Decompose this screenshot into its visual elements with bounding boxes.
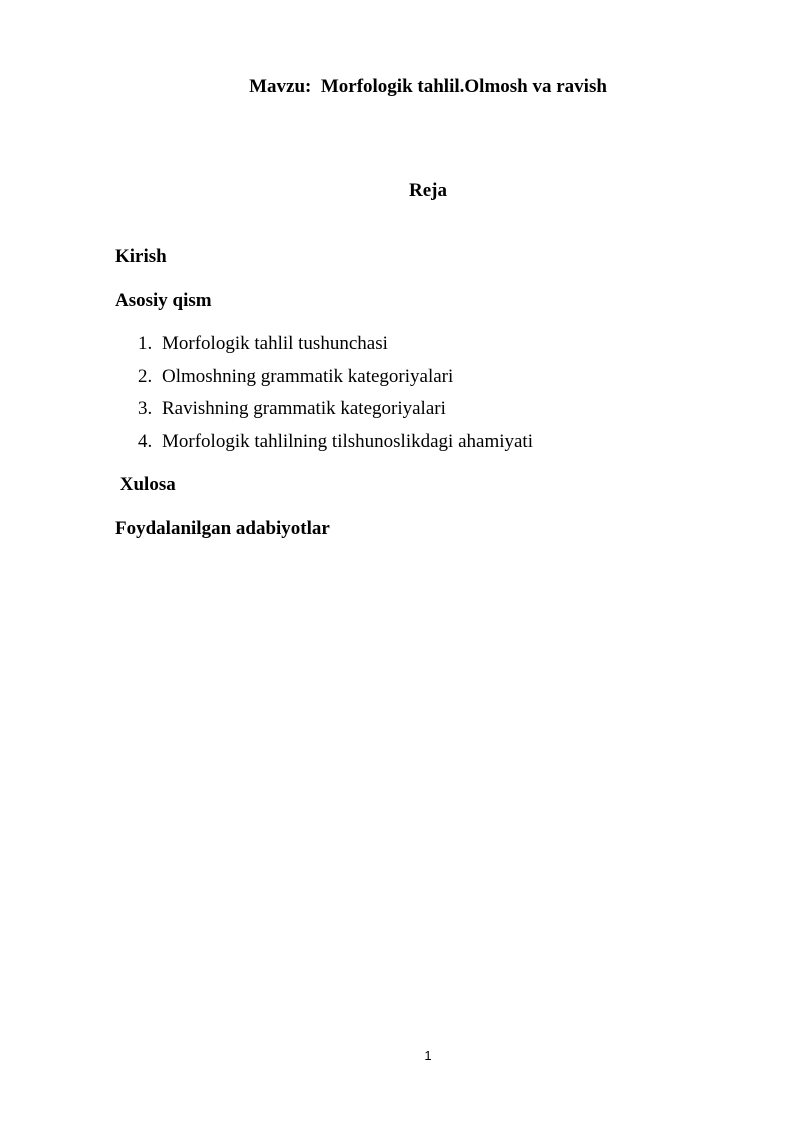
section-main-part: Asosiy qism (115, 290, 212, 311)
plan-item-text: Morfologik tahlilning tilshunoslikdagi ahamiyati (162, 430, 533, 452)
plan-list-item (138, 366, 533, 399)
plan-item-number: 3. (138, 398, 153, 419)
section-references: Foydalanilgan adabiyotlar (115, 518, 330, 539)
plan-item-text: Olmoshning grammatik kategoriyalari (162, 365, 454, 387)
section-intro: Kirish (115, 246, 167, 267)
plan-list-item (138, 398, 533, 431)
plan-list-item (138, 431, 533, 464)
plan-item-text: Morfologik tahlil tushunchasi (162, 333, 388, 354)
plan-item-text: Ravishning grammatik kategoriyalari (162, 398, 446, 419)
plan-item-number: 4. (138, 430, 153, 452)
document-title: Mavzu: Morfologik tahlil.Olmosh va ravish (249, 76, 607, 97)
plan-item-number: 1. (138, 333, 153, 354)
page-number: 1 (424, 1048, 432, 1063)
plan-heading: Reja (409, 180, 447, 201)
plan-list-item (138, 333, 533, 366)
plan-list (138, 333, 533, 463)
section-conclusion: Xulosa (115, 474, 176, 495)
plan-item-number: 2. (138, 365, 153, 387)
